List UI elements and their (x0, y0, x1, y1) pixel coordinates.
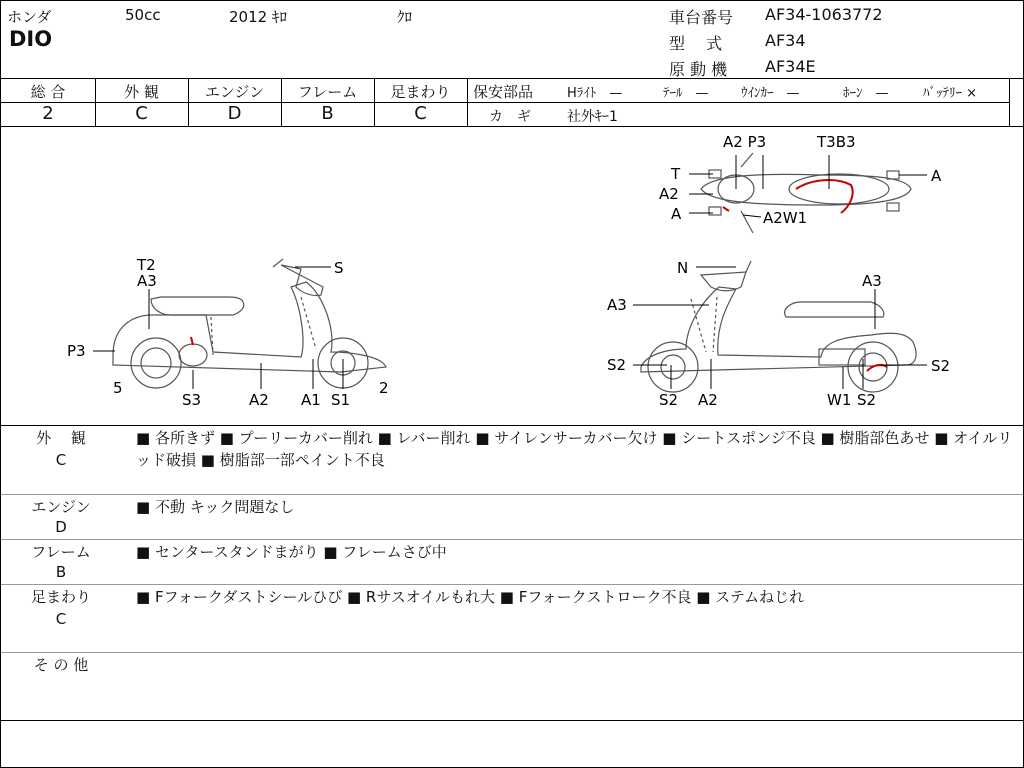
label-n: N (677, 259, 689, 277)
engine-label: 原 動 機 (669, 60, 728, 79)
label-a2w1: A2W1 (763, 209, 808, 227)
damage-mark (723, 207, 729, 211)
label-s1: S1 (331, 391, 351, 409)
frame-no: AF34-1063772 (765, 5, 883, 24)
maker: ホンダ (7, 8, 52, 26)
label-s2-left: S2 (607, 356, 627, 374)
left-view-outline (113, 282, 386, 372)
safety-winker: ｳｲﾝｶｰ — (741, 86, 800, 101)
safety-tail: ﾃｰﾙ — (663, 86, 709, 101)
section-engine-title: エンジン (31, 498, 91, 516)
label-t3b3: T3B3 (817, 133, 856, 151)
engine-value: AF34E (765, 57, 816, 76)
damage-diagram (1, 127, 1023, 425)
section-frame-text: ■ センタースタンドまがり ■ フレームさび中 (136, 543, 447, 561)
label-s2-bottom: S2 (659, 391, 679, 409)
grade-overall-value: 2 (42, 103, 54, 124)
divider (1, 494, 1023, 495)
label-a-top-right: A (931, 167, 942, 185)
section-engine-text: ■ 不動 キック問題なし (136, 498, 295, 516)
label-a-top-left: A (671, 205, 682, 223)
grade-engine-label: エンジン (204, 83, 265, 101)
section-suspension-title: 足まわり (30, 588, 91, 606)
displacement: 50cc (125, 6, 161, 24)
divider (467, 78, 468, 126)
color: ｸﾛ (397, 8, 413, 26)
label-t2: T2 (137, 256, 156, 274)
divider (1009, 78, 1010, 126)
label-a2-right: A2 (698, 391, 718, 409)
label-a1: A1 (301, 391, 321, 409)
grade-suspension-value: C (414, 103, 427, 124)
label-s: S (334, 259, 344, 277)
key-label: カ ギ (489, 109, 531, 125)
label-s3: S3 (182, 391, 202, 409)
grade-suspension-label: 足まわり (390, 83, 451, 101)
section-frame-grade: B (55, 563, 67, 581)
safety-label: 保安部品 (473, 83, 534, 101)
label-a3-right-left: A3 (607, 296, 627, 314)
label-s2-far: S2 (931, 357, 951, 375)
label-a3-left: A3 (137, 272, 157, 290)
divider (1, 720, 1023, 721)
section-engine-grade: D (55, 518, 67, 536)
label-p3: P3 (67, 342, 86, 360)
divider (467, 102, 1009, 103)
label-a3-right-top: A3 (862, 272, 882, 290)
grade-engine-value: D (227, 103, 242, 124)
key-value: 社外ｷｰ1 (567, 109, 618, 125)
divider (1, 425, 1023, 426)
section-suspension-grade: C (55, 610, 67, 628)
safety-battery: ﾊﾞｯﾃﾘｰ × (923, 86, 978, 101)
grade-overall-label: 総 合 (30, 83, 66, 101)
label-t: T (671, 165, 681, 183)
section-suspension-text: ■ Fフォークダストシールひび ■ Rサスオイルもれ大 ■ Fフォークストローク不良 ■ ステムねじれ (136, 588, 805, 606)
grade-frame-value: B (321, 103, 334, 124)
grade-exterior-label: 外 観 (124, 83, 159, 101)
section-other-title: そ の 他 (33, 656, 89, 674)
divider (1, 78, 1023, 79)
type-label: 型 式 (669, 34, 723, 53)
safety-headlight: Hﾗｲﾄ — (567, 86, 623, 101)
grade-frame-label: フレーム (297, 83, 358, 101)
safety-horn: ﾎｰﾝ — (843, 86, 889, 101)
frame-no-label: 車台番号 (669, 8, 734, 27)
section-exterior-title: 外 観 (36, 429, 86, 447)
divider (1, 652, 1023, 653)
year-mileage: 2012 ｷﾛ (229, 8, 287, 26)
label-s2-right: S2 (857, 391, 877, 409)
type-value: AF34 (765, 31, 806, 50)
label-a2-top: A2 (659, 185, 679, 203)
divider (1, 539, 1023, 540)
section-exterior-text: ■ 各所きず ■ プーリーカバー削れ ■ レバー削れ ■ サイレンサーカバー欠け ■ シートスポンジ不良 ■ 樹脂部色あせ ■ オイルリッド破損 ■ 樹脂部一部ペイント不良 (136, 429, 1013, 469)
label-a2p3: A2 P3 (723, 133, 767, 151)
label-a2-left: A2 (249, 391, 269, 409)
label-5: 5 (113, 379, 123, 397)
model-name: DIO (9, 27, 53, 51)
label-w1: W1 (827, 391, 852, 409)
section-exterior-grade: C (55, 451, 67, 469)
label-2: 2 (379, 379, 389, 397)
grade-exterior-value: C (135, 103, 148, 124)
divider (1, 584, 1023, 585)
section-frame-title: フレーム (31, 543, 91, 561)
